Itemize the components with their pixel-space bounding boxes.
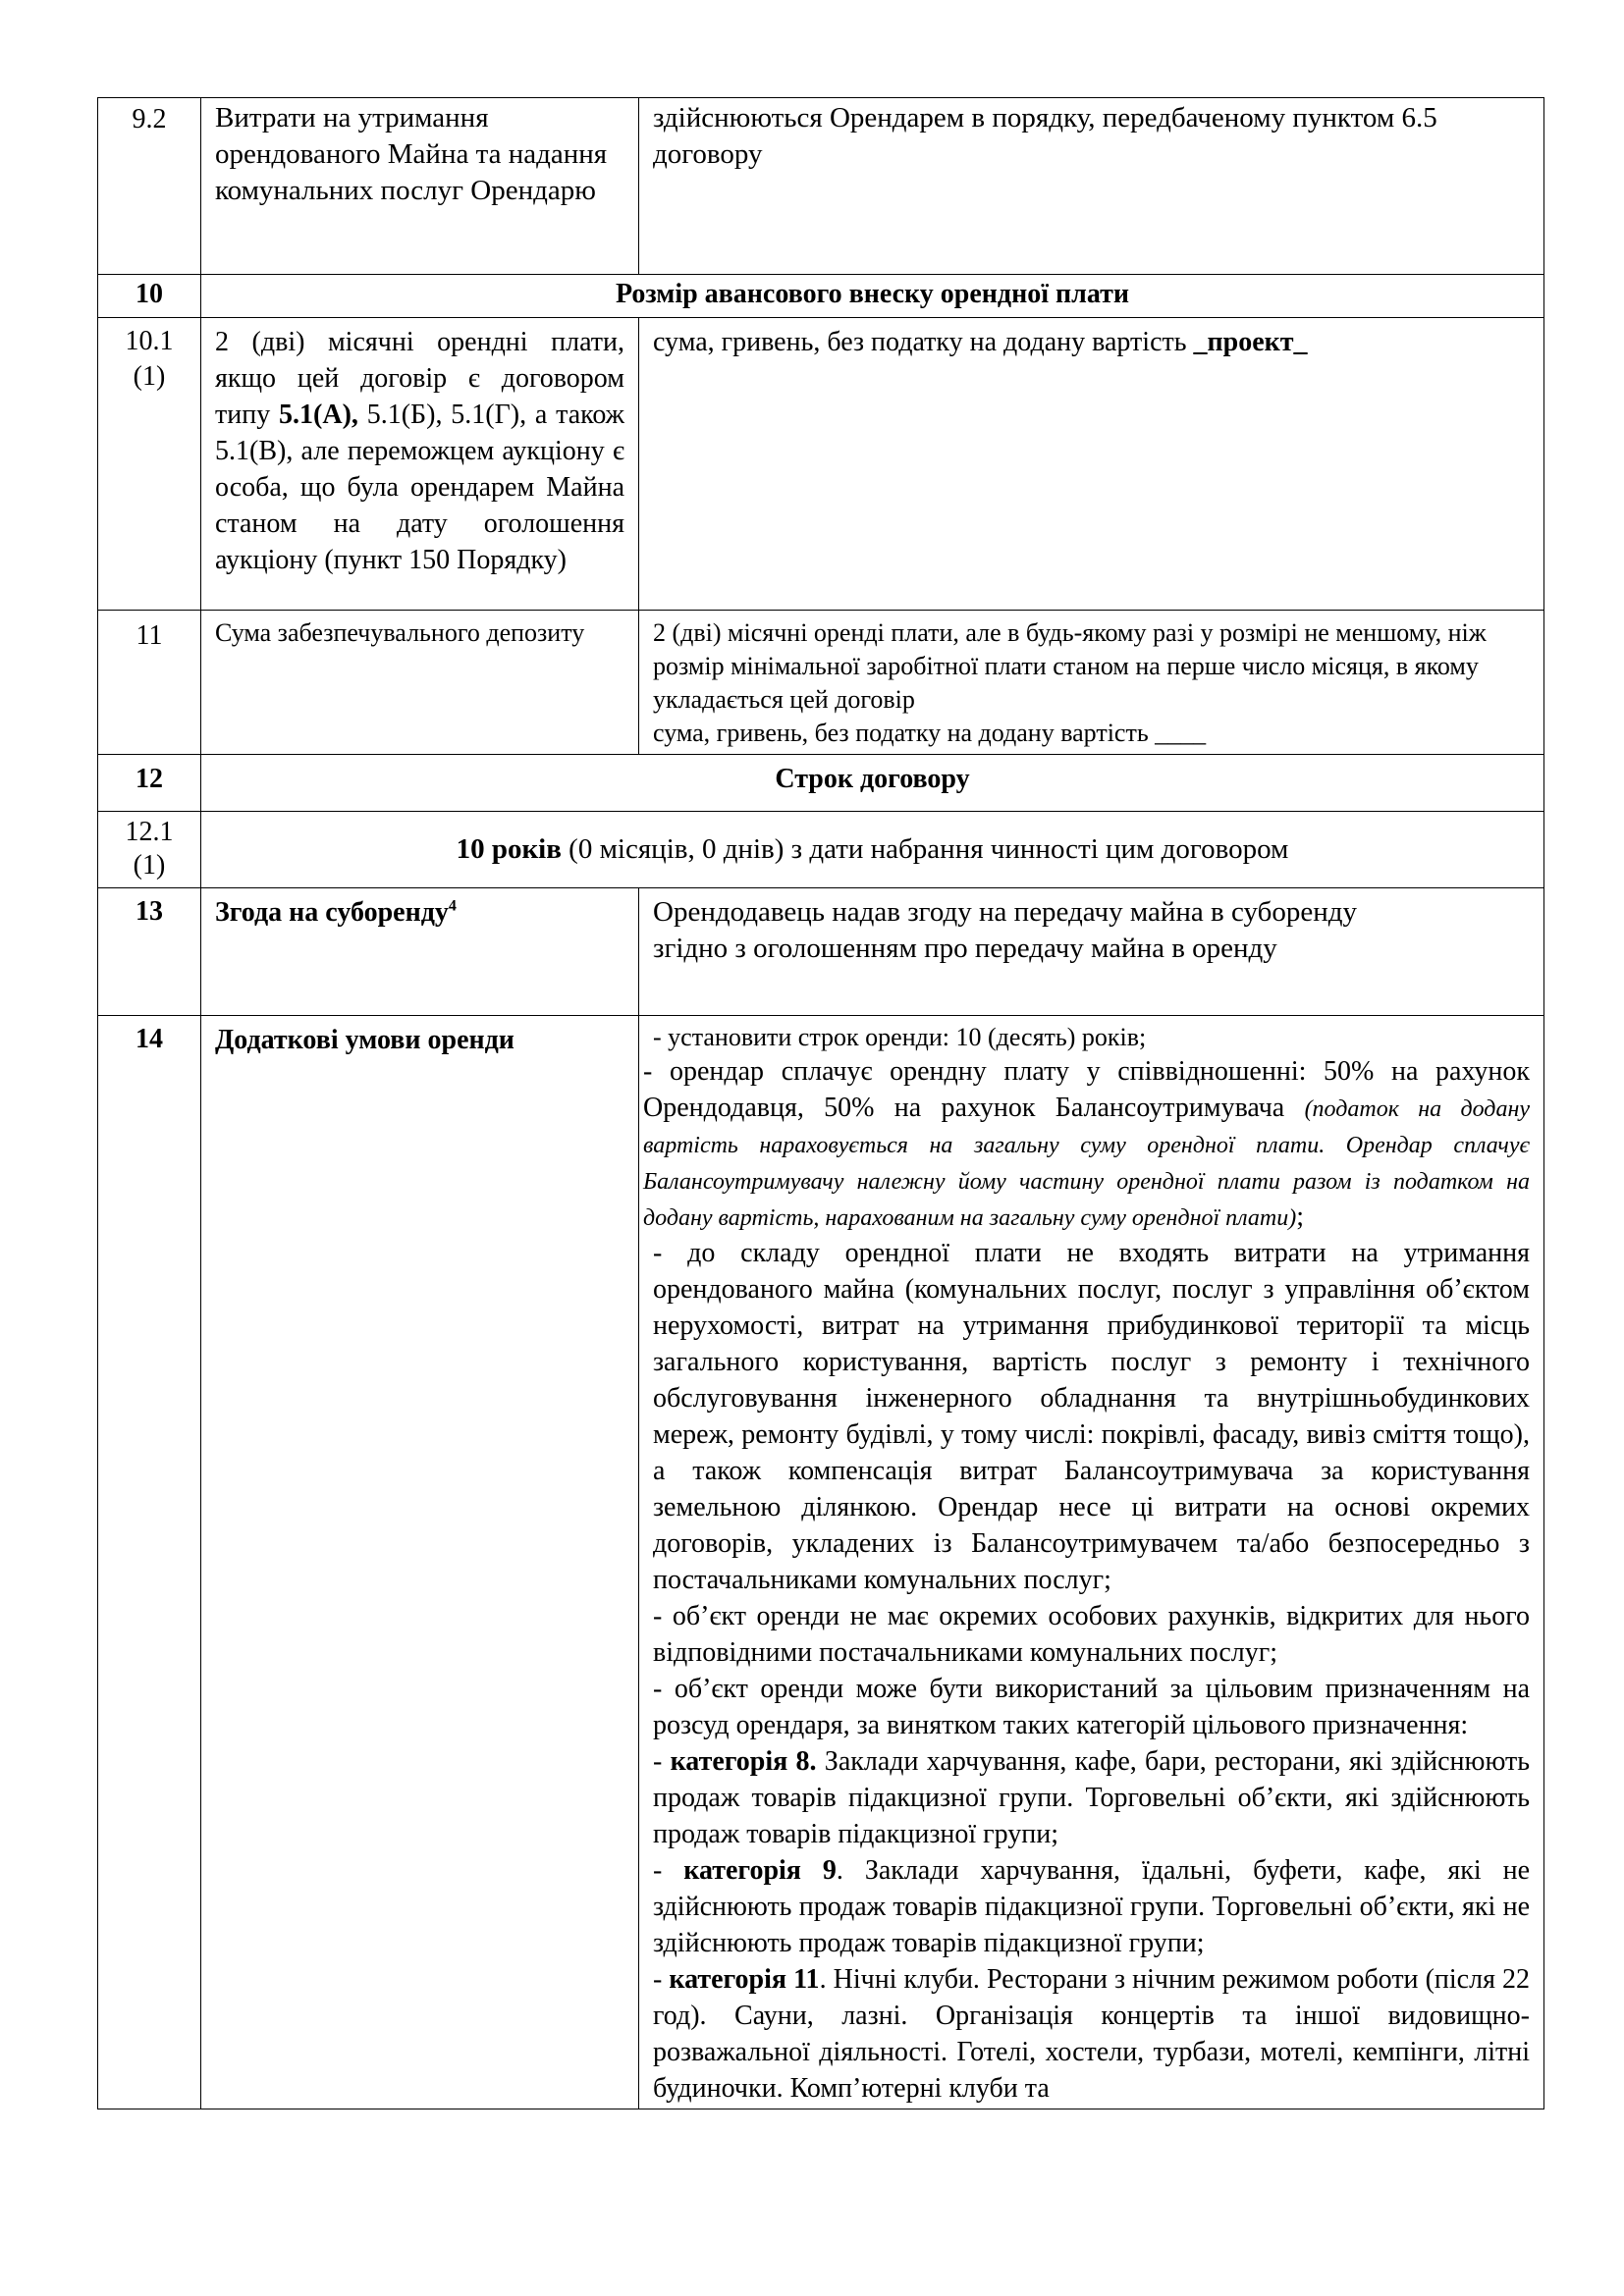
label-part: 5.1(Б), 5.1(Г), а також 5.1(В), але переможцем аукціону є особа, що була орендарем Майна станом на дату оголошення аукціону (пункт 150 Порядку) — [215, 400, 624, 575]
row-label-text — [201, 888, 638, 934]
row-value-text: здійснюються Орендарем в порядку, передбаченому пунктом 6.5 договору — [653, 102, 1437, 170]
condition-text: ; — [1296, 1201, 1305, 1232]
condition-text: - — [653, 1855, 684, 1886]
label-part: Згода на суборенду — [215, 897, 449, 928]
category-label: категорія 8. — [670, 1746, 817, 1777]
row-value-text — [639, 318, 1543, 364]
row-label — [201, 611, 639, 755]
condition-item — [639, 1961, 1543, 2107]
label-part: 2 (дві) місячні орендні плати, якщо цей договір є договором типу — [215, 327, 624, 430]
row-label — [201, 318, 639, 611]
table-row — [98, 812, 1544, 888]
row-label-text — [201, 318, 638, 582]
table-row — [98, 1016, 1544, 2109]
row-number: 14 — [98, 1016, 201, 2109]
table-row — [98, 611, 1544, 755]
footnote-marker: 4 — [448, 897, 457, 915]
row-number: 11 — [98, 611, 201, 755]
row-label — [201, 1016, 639, 2109]
condition-item: - установити строк оренди: 10 (десять) років; — [653, 1023, 1147, 1051]
row-value-text: 2 (дві) місячні оренді плати, але в будь-якому разі у розмірі не меншому, ніж розмір мінімальної заробітної плати станом на перше число місяця, в якому укладається цей договір — [653, 618, 1487, 714]
condition-text: Заклади харчування, кафе, бари, ресторани, які здійснюють продаж товарів підакцизної групи. Торговельні об’єкти, які здійснюють продаж товарів підакцизної групи; — [653, 1746, 1531, 1849]
condition-item: - об’єкт оренди може бути використаний за цільовим призначенням на розсуд орендаря, за винятком таких категорій цільового призначення: — [653, 1674, 1530, 1740]
condition-text: . Нічні клуби. Ресторани з нічним режимом роботи (після 22 год). Сауни, лазні. Організація концертів та іншої видовищно-розважальної діяльності. Готелі, хостели, турбази, мотелі, кемпінги, літні будиночки. Комп’ютерні клуби та — [653, 1964, 1530, 2104]
condition-item: - до складу орендної плати не входять витрати на утримання орендованого майна (комунальних послуг, послуг з управління об’єктом нерухомості, витрат на утримання прибудинкової території та місць загального користування, вартість послуг з ремонту і технічного обслуговування інженерного обладнання та внутрішньобудинкових мереж, ремонту будівлі, у тому числі: покрівлі, фасаду, вивіз сміття тощо), а також компенсація витрат Балансоутримувача за користування земельною ділянкою. Орендар несе ці витрати на основі окремих договорів, укладених із Балансоутримувачем та/або безпосередньо з постачальниками комунальних послуг; — [653, 1238, 1530, 1595]
section-number: 12 — [98, 755, 201, 812]
condition-item — [639, 1053, 1543, 1235]
table-row — [98, 318, 1544, 611]
table-row — [98, 888, 1544, 1016]
row-label-text: Додаткові умови оренди — [215, 1025, 514, 1055]
row-number-text: 12.1 (1) — [125, 817, 174, 881]
row-label-text: Витрати на утримання орендованого Майна та надання комунальних послуг Орендарю — [215, 102, 608, 206]
row-value — [639, 888, 1544, 1016]
row-value — [639, 1016, 1544, 2109]
row-label — [201, 888, 639, 1016]
row-number-text: 10.1 (1) — [125, 326, 174, 392]
condition-text: - — [653, 1746, 671, 1777]
condition-item: - об’єкт оренди не має окремих особових рахунків, відкритих для нього відповідними постачальниками комунальних послуг; — [653, 1601, 1530, 1668]
condition-item — [639, 1852, 1543, 1961]
row-label-text: Сума забезпечувального депозиту — [215, 618, 585, 647]
section-number: 10 — [98, 275, 201, 318]
row-number: 13 — [98, 888, 201, 1016]
row-value — [201, 812, 1544, 888]
value-bold-part: _проект_ — [1193, 327, 1308, 357]
condition-item — [639, 1743, 1543, 1852]
label-bold-part: 5.1(А), — [279, 400, 358, 430]
row-value — [639, 611, 1544, 755]
contract-table-page — [97, 97, 1543, 2109]
condition-italic-text: (податок на додану вартість нараховується на загальну суму орендної плати. Орендар сплачує Балансоутримувачу належну йому частину орендної плати разом із податком на додану вартість, нарахованим на загальну суму орендної плати) — [643, 1096, 1531, 1231]
row-label — [201, 98, 639, 275]
section-title: Розмір авансового внеску орендної плати — [201, 275, 1544, 318]
row-number — [98, 318, 201, 611]
section-header-row — [98, 275, 1544, 318]
section-title: Строк договору — [201, 755, 1544, 812]
row-number — [98, 812, 201, 888]
contract-terms-table — [97, 97, 1544, 2109]
row-value — [639, 98, 1544, 275]
category-label: категорія 11 — [669, 1964, 820, 1995]
section-header-row — [98, 755, 1544, 812]
row-value-text-2: сума, гривень, без податку на додану вартість ____ — [653, 719, 1207, 747]
table-row — [98, 98, 1544, 275]
condition-text: - орендар сплачує орендну плату у співвідношенні: 50% на рахунок Орендодавця, 50% на рахунок Балансоутримувача — [643, 1056, 1530, 1123]
condition-text: - — [653, 1964, 670, 1995]
row-value — [639, 318, 1544, 611]
category-label: категорія 9 — [683, 1855, 837, 1886]
value-part: сума, гривень, без податку на додану вартість — [653, 327, 1194, 357]
row-number: 9.2 — [98, 98, 201, 275]
condition-text: . Заклади харчування, їдальні, буфети, кафе, які не здійснюють продаж товарів підакцизної групи. Торговельні об’єкти, які не здійснюють продаж товарів підакцизної групи; — [653, 1855, 1531, 1958]
term-bold-part: 10 років — [456, 833, 562, 865]
term-text-part: (0 місяців, 0 днів) з дати набрання чинності цим договором — [561, 833, 1289, 865]
row-value-text: Орендодавець надав згоду на передачу майна в суборенду згідно з оголошенням про передачу майна в оренду — [653, 896, 1357, 964]
